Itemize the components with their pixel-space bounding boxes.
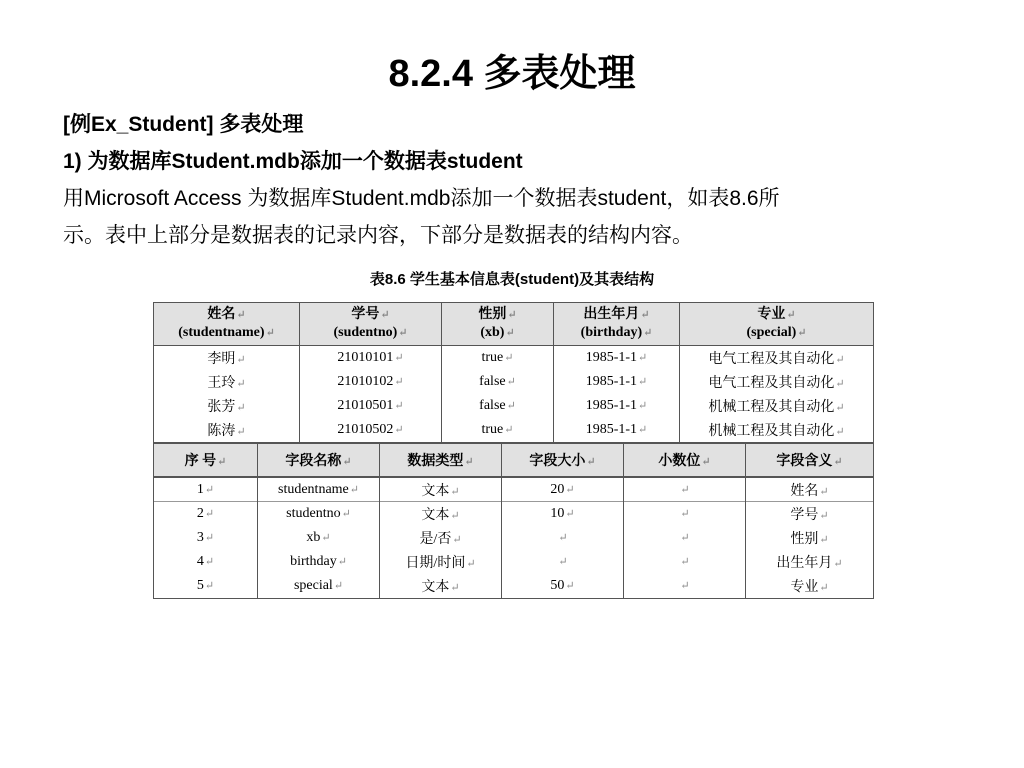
- structure-header-cell: 字段名称 ↵: [258, 444, 380, 478]
- table-cell: 日期/时间 ↵: [380, 550, 502, 574]
- table-cell: birthday ↵: [258, 550, 380, 574]
- table-cell: 21010102 ↵: [300, 370, 442, 394]
- table-cell: 李明 ↵: [154, 346, 300, 371]
- table-cell: 1985-1-1 ↵: [554, 370, 680, 394]
- table-row: [154, 574, 874, 599]
- structure-table: [153, 443, 874, 599]
- table-cell: 1985-1-1 ↵: [554, 394, 680, 418]
- records-table: [153, 302, 874, 443]
- table-cell: true ↵: [442, 418, 554, 443]
- structure-header-cell: 字段含义 ↵: [746, 444, 874, 478]
- table-cell: 出生年月 ↵: [746, 550, 874, 574]
- table-row: [154, 418, 874, 443]
- table-cell: [502, 526, 624, 550]
- table-cell: [624, 526, 746, 550]
- table-row: [154, 346, 874, 371]
- table-cell: 50 ↵: [502, 574, 624, 599]
- table-cell: 20 ↵: [502, 477, 624, 502]
- table-cell: studentno ↵: [258, 502, 380, 527]
- structure-header-cell: 小数位 ↵: [624, 444, 746, 478]
- paragraph-line-1: 用Microsoft Access 为数据库Student.mdb添加一个数据表student，如表8.6所: [63, 187, 780, 210]
- table-cell: 21010501 ↵: [300, 394, 442, 418]
- table-cell: 10 ↵: [502, 502, 624, 527]
- table-row: [154, 502, 874, 527]
- table-cell: 1985-1-1 ↵: [554, 418, 680, 443]
- records-header-cell: 学号 ↵ (sudentno) ↵: [300, 303, 442, 346]
- table-cell: 21010502 ↵: [300, 418, 442, 443]
- table-cell: 3 ↵: [154, 526, 258, 550]
- structure-header-row: [154, 444, 874, 478]
- table-cell: 4 ↵: [154, 550, 258, 574]
- table-row: [154, 550, 874, 574]
- table-cell: xb ↵: [258, 526, 380, 550]
- table-cell: [624, 574, 746, 599]
- table-cell: 是/否 ↵: [380, 526, 502, 550]
- structure-header-cell: 序 号 ↵: [154, 444, 258, 478]
- records-header-row: [154, 303, 874, 346]
- table-cell: [502, 550, 624, 574]
- table-cell: 5 ↵: [154, 574, 258, 599]
- table-cell: studentname ↵: [258, 477, 380, 502]
- paragraph-line-2: 示。表中上部分是数据表的记录内容，下部分是数据表的结构内容。: [63, 224, 693, 247]
- table-cell: 专业 ↵: [746, 574, 874, 599]
- table-cell: 2 ↵: [154, 502, 258, 527]
- table-cell: 姓名 ↵: [746, 477, 874, 502]
- page-title: 8.2.4 多表处理: [388, 53, 636, 95]
- table-caption: 表8.6 学生基本信息表(student)及其表结构: [369, 271, 655, 288]
- table-cell: [624, 477, 746, 502]
- records-header-cell: 姓名 ↵ (studentname) ↵: [154, 303, 300, 346]
- table-cell: false ↵: [442, 394, 554, 418]
- table-cell: 学号 ↵: [746, 502, 874, 527]
- table-cell: [624, 502, 746, 527]
- table-cell: 文本 ↵: [380, 477, 502, 502]
- table-cell: 文本 ↵: [380, 574, 502, 599]
- table-cell: 机械工程及其自动化 ↵: [680, 394, 874, 418]
- table-cell: 机械工程及其自动化 ↵: [680, 418, 874, 443]
- records-header-cell: 专业 ↵ (special) ↵: [680, 303, 874, 346]
- table-cell: 文本 ↵: [380, 502, 502, 527]
- table-row: [154, 394, 874, 418]
- table-cell: 1 ↵: [154, 477, 258, 502]
- table-cell: 1985-1-1 ↵: [554, 346, 680, 371]
- table-cell: true ↵: [442, 346, 554, 371]
- records-header-cell: 出生年月 ↵ (birthday) ↵: [554, 303, 680, 346]
- step-1-heading: 1) 为数据库Student.mdb添加一个数据表student: [63, 150, 523, 173]
- table-cell: 陈涛 ↵: [154, 418, 300, 443]
- table-row: [154, 370, 874, 394]
- table-cell: 21010101 ↵: [300, 346, 442, 371]
- table-cell: 电气工程及其自动化 ↵: [680, 346, 874, 371]
- table-cell: [624, 550, 746, 574]
- table-cell: 电气工程及其自动化 ↵: [680, 370, 874, 394]
- structure-header-cell: 数据类型 ↵: [380, 444, 502, 478]
- table-cell: 张芳 ↵: [154, 394, 300, 418]
- table-cell: false ↵: [442, 370, 554, 394]
- table-row: [154, 526, 874, 550]
- records-header-cell: 性别 ↵ (xb) ↵: [442, 303, 554, 346]
- table-cell: special ↵: [258, 574, 380, 599]
- table-cell: 王玲 ↵: [154, 370, 300, 394]
- structure-header-cell: 字段大小 ↵: [502, 444, 624, 478]
- table-row: [154, 477, 874, 502]
- table-cell: 性别 ↵: [746, 526, 874, 550]
- example-label: [例Ex_Student] 多表处理: [63, 113, 304, 136]
